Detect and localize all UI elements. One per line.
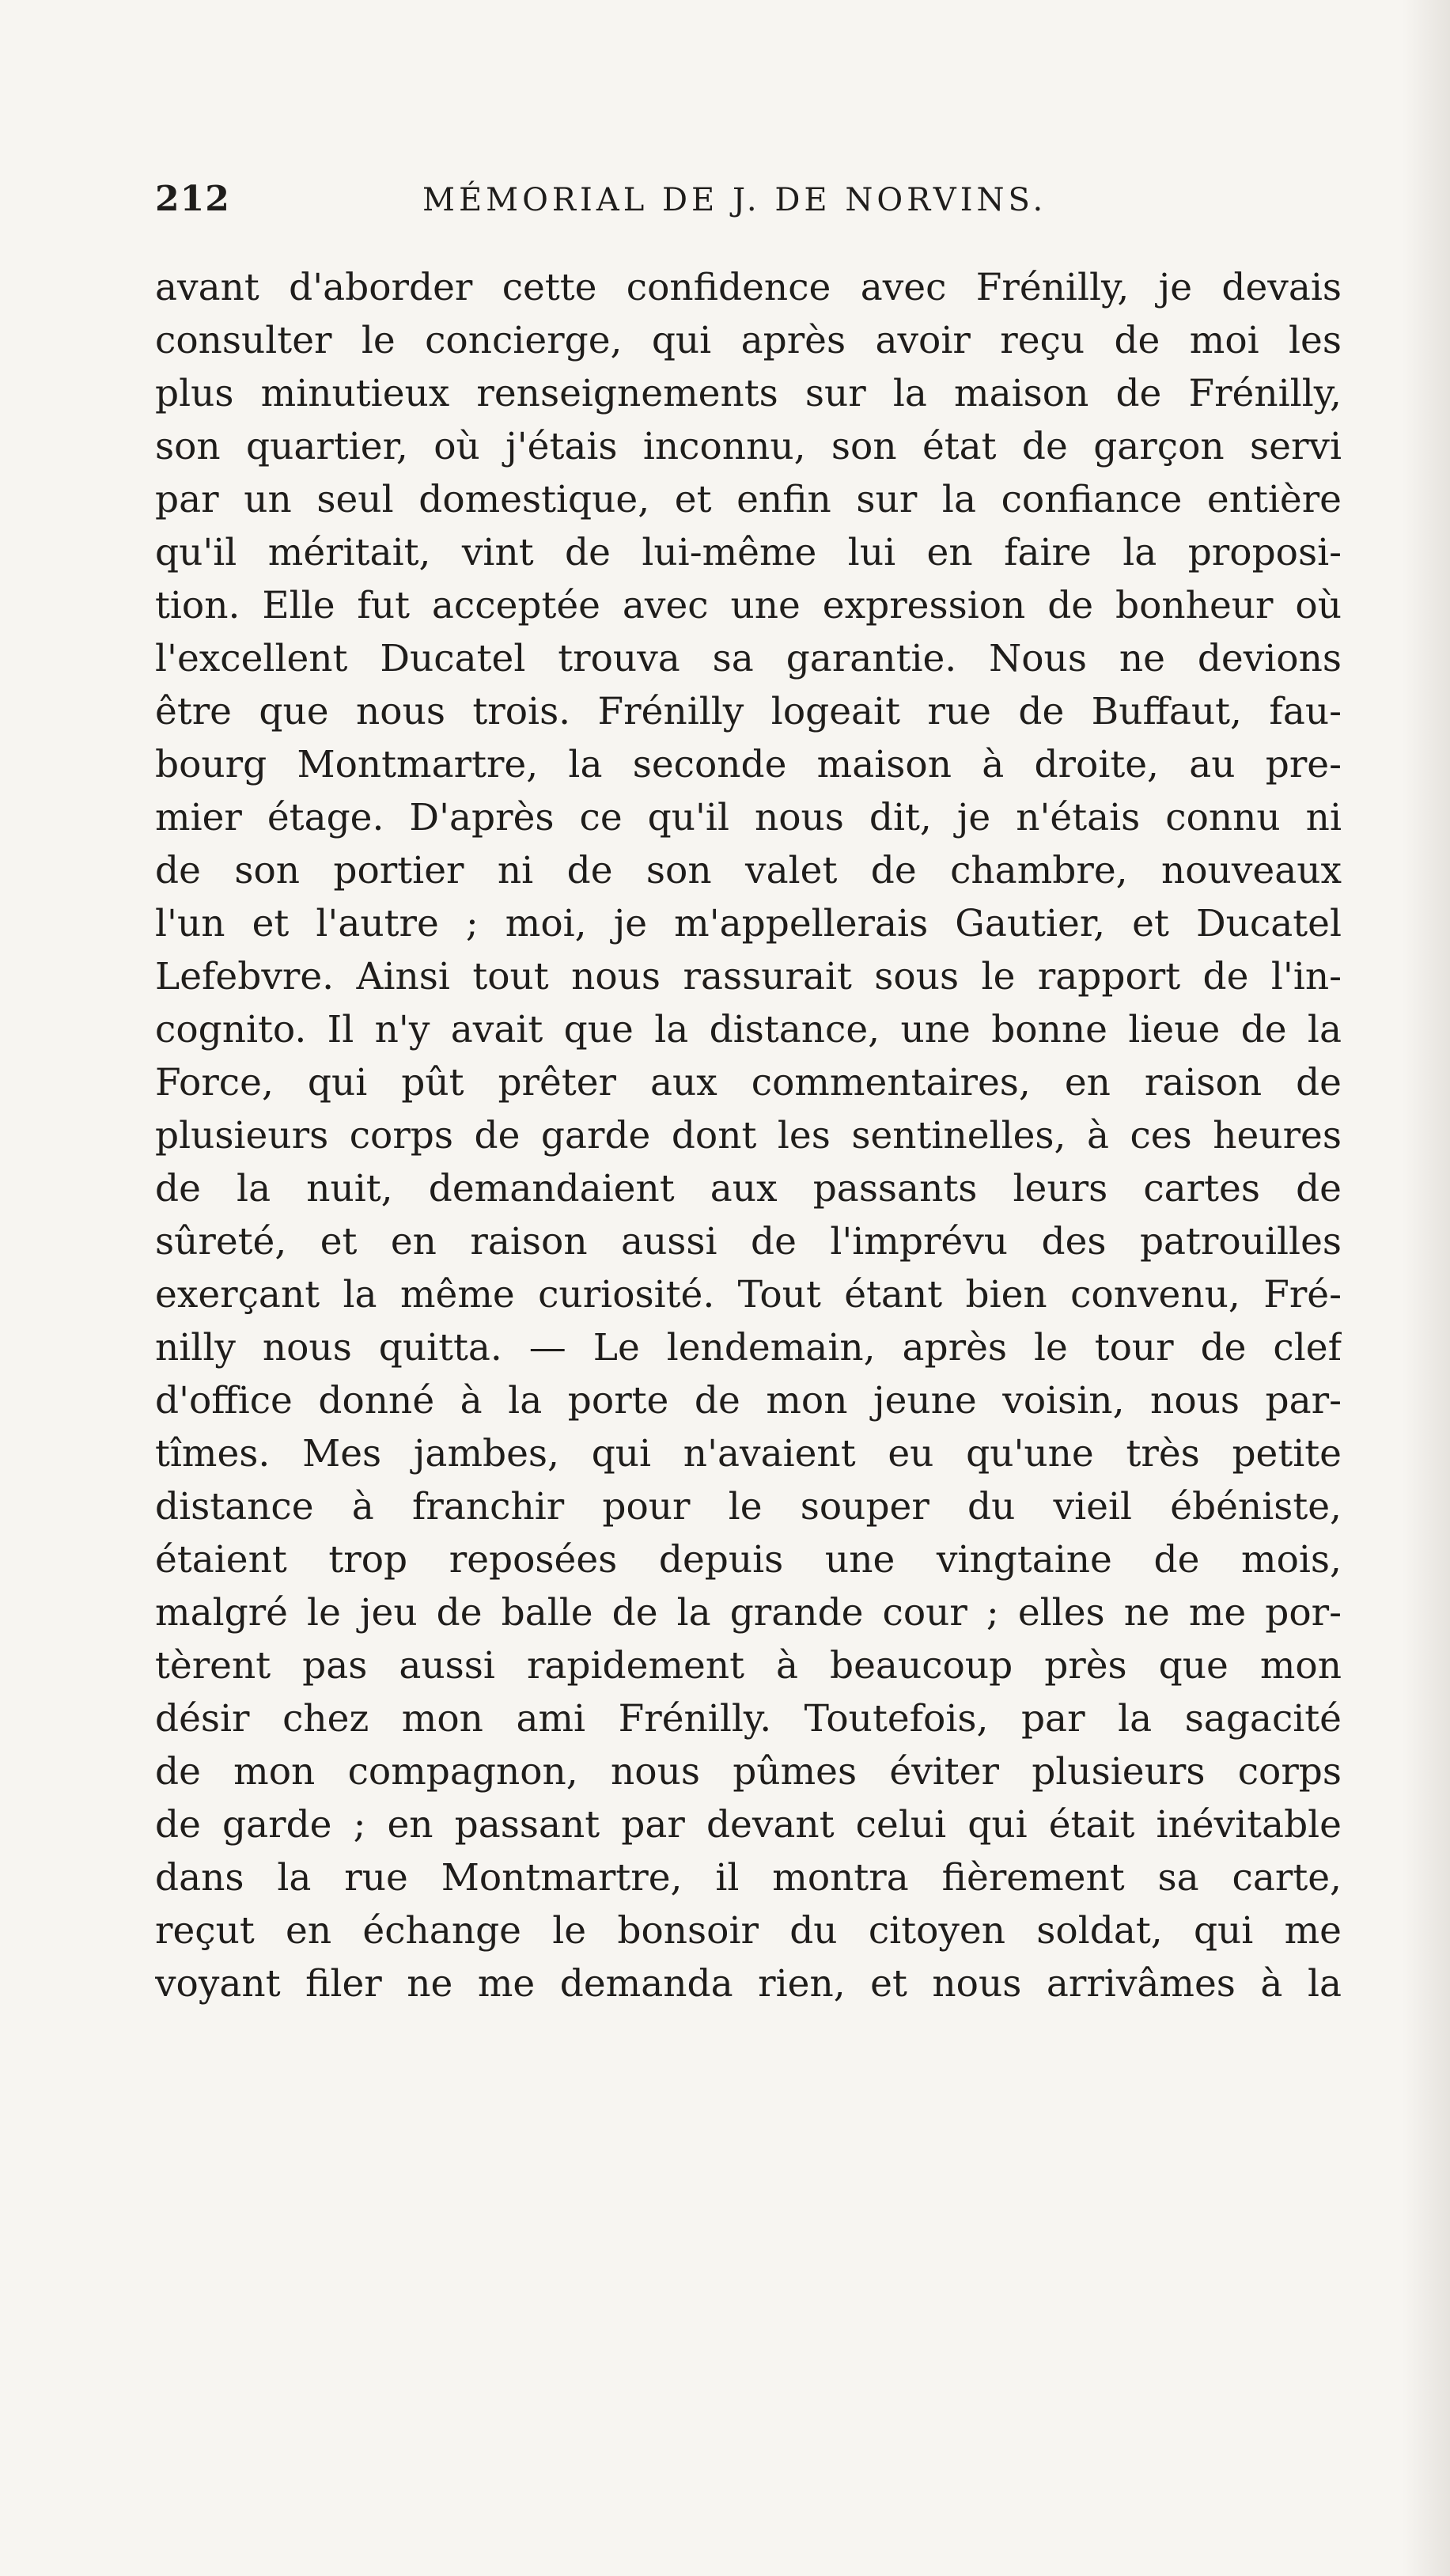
- page-edge-shadow: [1403, 0, 1450, 2576]
- text-line: dans la rue Montmartre, il montra fièrement sa carte,: [155, 1856, 1342, 1900]
- text-line: voyant filer ne me demanda rien, et nous arrivâmes à la: [155, 1962, 1342, 2006]
- text-line: tèrent pas aussi rapidement à beaucoup près que mon: [155, 1644, 1342, 1688]
- text-line: avant d'aborder cette confidence avec Frénilly, je devais: [155, 266, 1342, 309]
- running-title: MÉMORIAL DE J. DE NORVINS.: [422, 182, 1047, 218]
- text-line: consulter le concierge, qui après avoir reçu de moi les: [155, 319, 1342, 362]
- page-number: 212: [155, 179, 230, 219]
- text-line: reçut en échange le bonsoir du citoyen soldat, qui me: [155, 1909, 1342, 1953]
- text-line: nilly nous quitta. — Le lendemain, après le tour de clef: [155, 1326, 1342, 1369]
- running-header: [155, 179, 1342, 226]
- body-text: [155, 261, 1342, 2010]
- text-line: plusieurs corps de garde dont les sentinelles, à ces heures: [155, 1114, 1342, 1157]
- text-line: désir chez mon ami Frénilly. Toutefois, par la sagacité: [155, 1697, 1342, 1741]
- text-line: de la nuit, demandaient aux passants leurs cartes de: [155, 1167, 1342, 1210]
- text-line: Lefebvre. Ainsi tout nous rassurait sous le rapport de l'in-: [155, 955, 1342, 998]
- text-line: exerçant la même curiosité. Tout étant bien convenu, Fré-: [155, 1273, 1342, 1316]
- text-line: de son portier ni de son valet de chambre, nouveaux: [155, 849, 1342, 892]
- text-line: distance à franchir pour le souper du vieil ébéniste,: [155, 1485, 1342, 1529]
- text-line: l'un et l'autre ; moi, je m'appellerais Gautier, et Ducatel: [155, 902, 1342, 945]
- text-line: tîmes. Mes jambes, qui n'avaient eu qu'une très petite: [155, 1432, 1342, 1476]
- text-line: tion. Elle fut acceptée avec une expression de bonheur où: [155, 584, 1342, 627]
- text-line: Force, qui pût prêter aux commentaires, en raison de: [155, 1061, 1342, 1104]
- text-line: étaient trop reposées depuis une vingtaine de mois,: [155, 1538, 1342, 1582]
- text-line: mier étage. D'après ce qu'il nous dit, je n'étais connu ni: [155, 796, 1342, 839]
- text-line: qu'il méritait, vint de lui-même lui en faire la proposi-: [155, 531, 1342, 574]
- text-line: de mon compagnon, nous pûmes éviter plusieurs corps: [155, 1750, 1342, 1794]
- text-line: bourg Montmartre, la seconde maison à droite, au pre-: [155, 743, 1342, 786]
- text-line: plus minutieux renseignements sur la maison de Frénilly,: [155, 372, 1342, 415]
- text-line: par un seul domestique, et enfin sur la confiance entière: [155, 478, 1342, 521]
- text-line: être que nous trois. Frénilly logeait rue de Buffaut, fau-: [155, 690, 1342, 733]
- text-line: cognito. Il n'y avait que la distance, une bonne lieue de la: [155, 1008, 1342, 1051]
- text-line: malgré le jeu de balle de la grande cour ; elles ne me por-: [155, 1591, 1342, 1635]
- text-line: sûreté, et en raison aussi de l'imprévu des patrouilles: [155, 1220, 1342, 1263]
- text-line: d'office donné à la porte de mon jeune voisin, nous par-: [155, 1379, 1342, 1422]
- text-line: son quartier, où j'étais inconnu, son état de garçon servi: [155, 425, 1342, 468]
- text-line: l'excellent Ducatel trouva sa garantie. Nous ne devions: [155, 637, 1342, 680]
- text-line: de garde ; en passant par devant celui qui était inévitable: [155, 1803, 1342, 1847]
